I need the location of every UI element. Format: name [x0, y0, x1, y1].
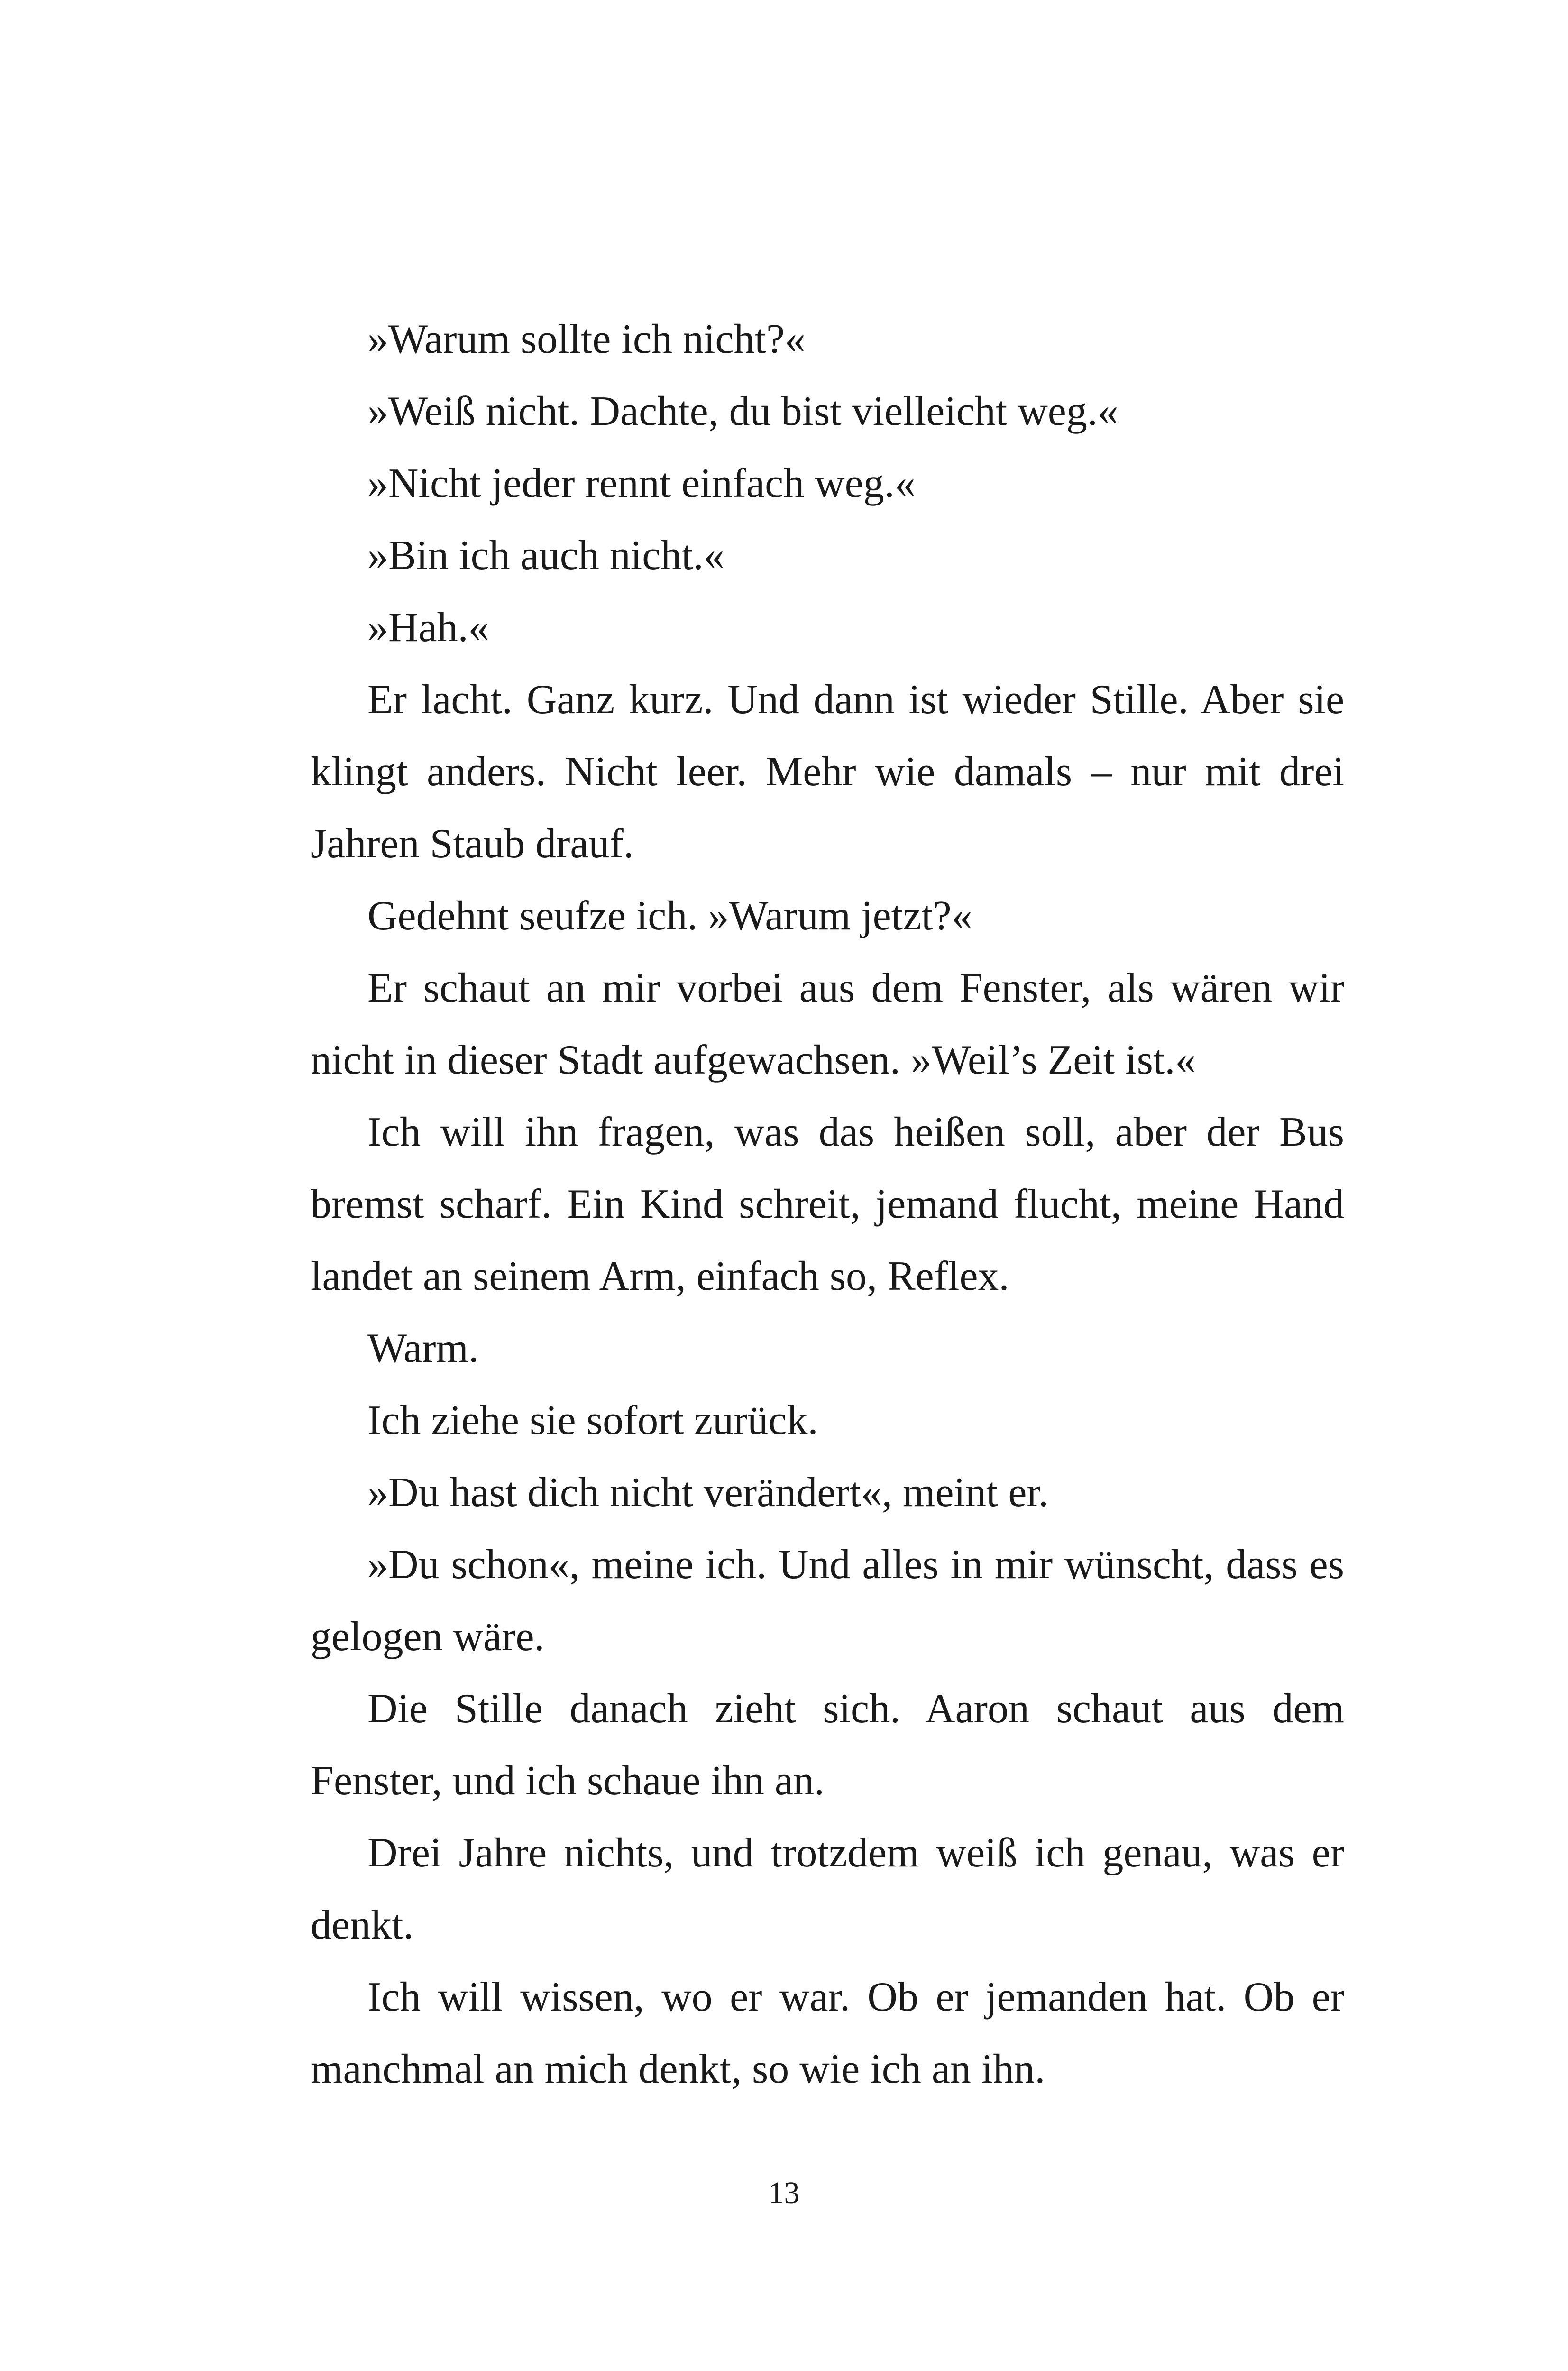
page-number: 13: [768, 2176, 800, 2210]
paragraph: Ich will ihn fragen, was das heißen soll, aber der Bus bremst scharf. Ein Kind schreit, jemand flucht, meine Hand landet an seinem Arm, einfach so, Reflex.: [311, 1109, 1344, 1299]
paragraph: »Du hast dich nicht verändert«, meint er.: [367, 1470, 1049, 1516]
body-text: [311, 303, 1344, 2105]
paragraph: »Du schon«, meine ich. Und alles in mir wünscht, dass es gelogen wäre.: [311, 1542, 1344, 1660]
paragraph: »Bin ich auch nicht.«: [367, 533, 724, 579]
paragraph: Die Stille danach zieht sich. Aaron schaut aus dem Fenster, und ich schaue ihn an.: [311, 1686, 1344, 1804]
paragraph: »Weiß nicht. Dachte, du bist vielleicht weg.«: [367, 388, 1119, 434]
paragraph: Gedehnt seufze ich. »Warum jetzt?«: [367, 893, 972, 939]
paragraph: Er lacht. Ganz kurz. Und dann ist wieder Stille. Aber sie klingt anders. Nicht leer. Mehr wie damals – nur mit drei Jahren Staub drauf.: [311, 677, 1344, 867]
paragraph: Ich will wissen, wo er war. Ob er jemanden hat. Ob er manchmal an mich denkt, so wie ich an ihn.: [311, 1974, 1344, 2092]
paragraph: »Warum sollte ich nicht?«: [367, 316, 806, 362]
paragraph: Warm.: [367, 1325, 479, 1371]
paragraph: Ich ziehe sie sofort zurück.: [367, 1397, 818, 1443]
paragraph: »Hah.«: [367, 605, 489, 651]
paragraph: »Nicht jeder rennt einfach weg.«: [367, 460, 916, 506]
paragraph: Er schaut an mir vorbei aus dem Fenster, als wären wir nicht in dieser Stadt aufgewachsen. »Weil’s Zeit ist.«: [311, 965, 1344, 1083]
paragraph: Drei Jahre nichts, und trotzdem weiß ich genau, was er denkt.: [311, 1830, 1344, 1948]
